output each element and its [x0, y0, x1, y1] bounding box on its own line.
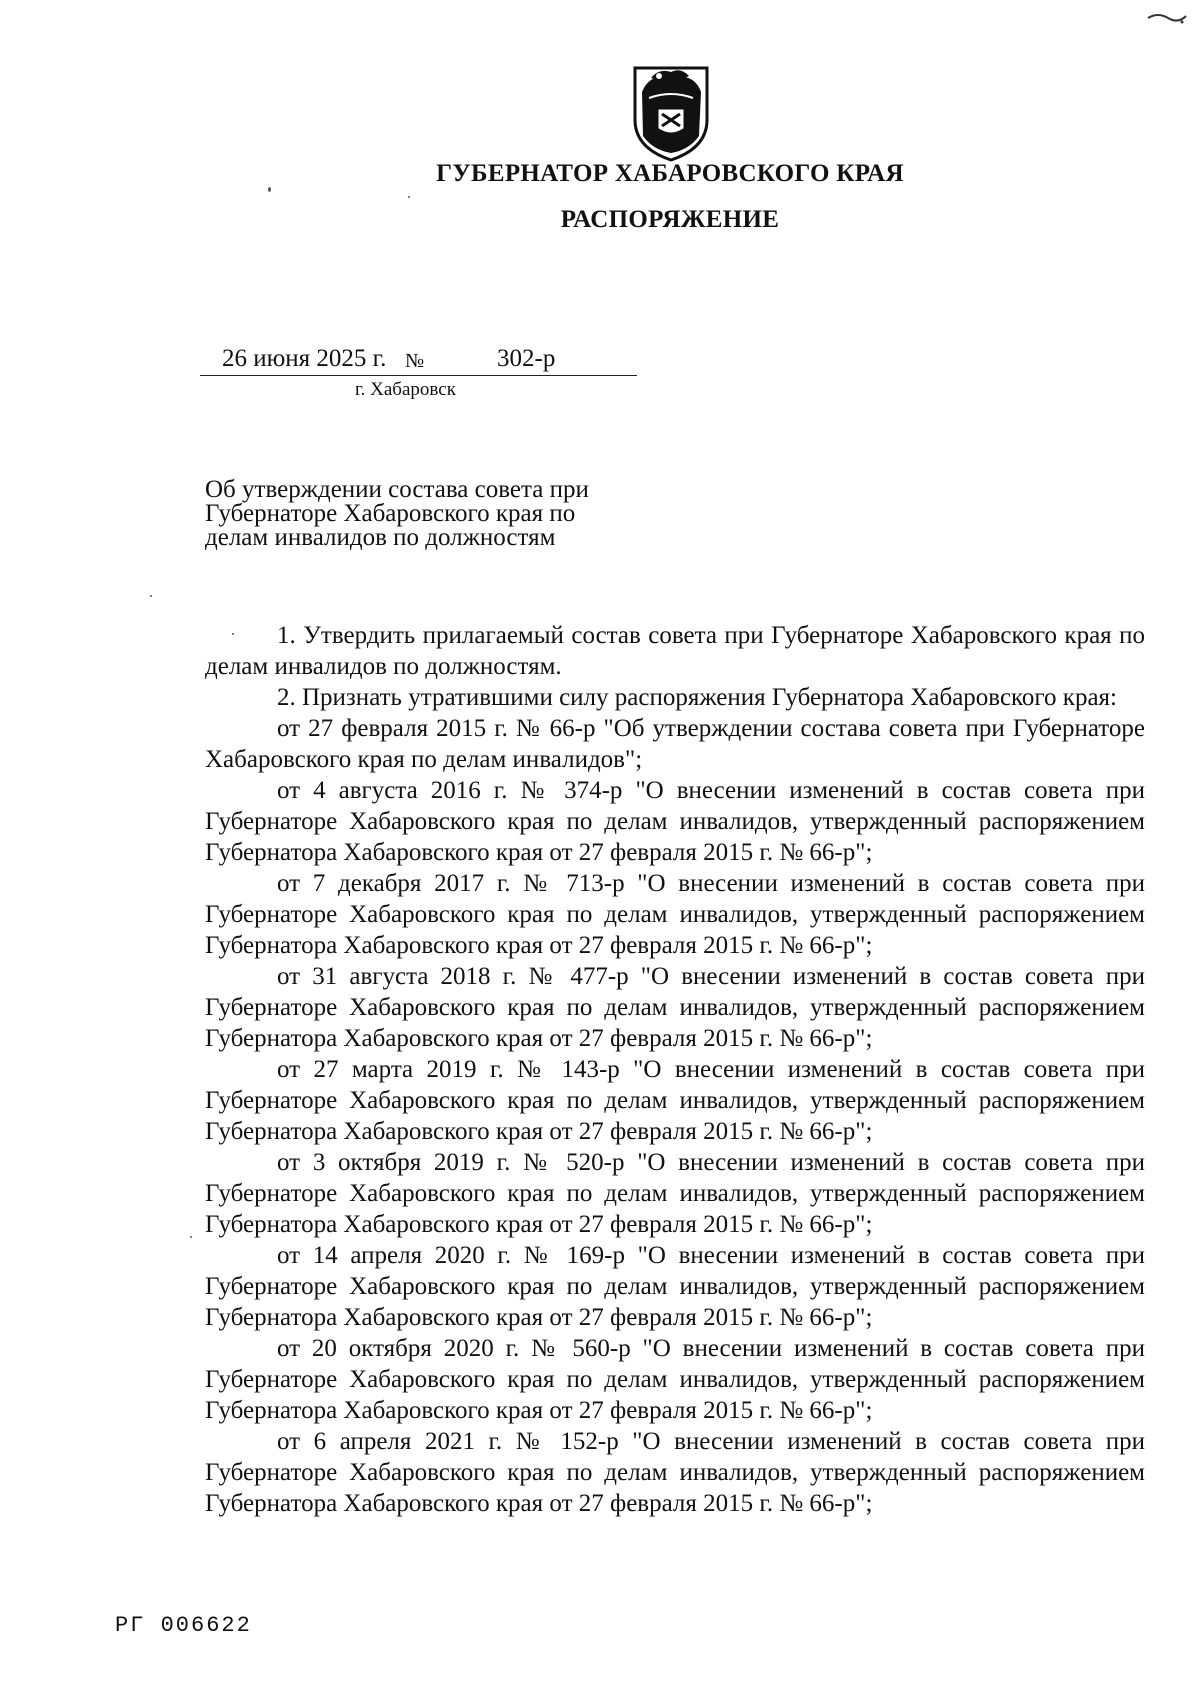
number-sign: №	[405, 350, 425, 372]
body-paragraph: от 7 декабря 2017 г. № 713-р "О внесении изменений в состав совета при Губернаторе Хабаровского края по делам инвалидов, утвержденный распоряжением Губернатора Хабаровского края от 27 февраля 2015 г. № 66-р";	[205, 870, 1145, 959]
document-number: 302-р	[497, 345, 556, 372]
document-body	[205, 620, 1145, 1519]
date-number-line	[200, 345, 637, 376]
scan-speck	[150, 595, 152, 597]
scan-corner-mark-icon	[1146, 8, 1190, 24]
document-type: РАСПОРЯЖЕНИЕ	[560, 206, 780, 233]
scan-speck	[268, 187, 271, 192]
scan-speck	[408, 196, 410, 198]
subject-line: Об утверждении состава совета при	[205, 476, 589, 503]
body-paragraph: 2. Признать утратившими силу распоряжения Губернатора Хабаровского края:	[277, 684, 1117, 711]
body-paragraph: от 27 февраля 2015 г. № 66-р "Об утверждении состава совета при Губернаторе Хабаровского края по делам инвалидов";	[205, 715, 1145, 773]
subject-line: Губернаторе Хабаровского края по	[205, 500, 576, 527]
subject-line: делам инвалидов по должностям	[205, 524, 556, 551]
document-city: г. Хабаровск	[355, 379, 456, 400]
body-paragraph: от 4 августа 2016 г. № 374-р "О внесении изменений в состав совета при Губернаторе Хабаровского края по делам инвалидов, утвержденный распоряжением Губернатора Хабаровского края от 27 февраля 2015 г. № 66-р";	[205, 777, 1145, 866]
body-paragraph: от 6 апреля 2021 г. № 152-р "О внесении изменений в состав совета при Губернаторе Хабаровского края по делам инвалидов, утвержденный распоряжением Губернатора Хабаровского края от 27 февраля 2015 г. № 66-р";	[205, 1428, 1145, 1517]
document-date: 26 июня 2025 г.	[222, 345, 387, 372]
khabarovsk-coat-of-arms-icon	[629, 62, 713, 162]
body-paragraph: 1. Утвердить прилагаемый состав совета при Губернаторе Хабаровского края по делам инвалидов по должностям.	[205, 622, 1145, 680]
body-paragraph: от 14 апреля 2020 г. № 169-р "О внесении изменений в состав совета при Губернаторе Хабаровского края по делам инвалидов, утвержденный распоряжением Губернатора Хабаровского края от 27 февраля 2015 г. № 66-р";	[205, 1242, 1145, 1331]
body-paragraph: от 31 августа 2018 г. № 477-р "О внесении изменений в состав совета при Губернаторе Хабаровского края по делам инвалидов, утвержденный распоряжением Губернатора Хабаровского края от 27 февраля 2015 г. № 66-р";	[205, 963, 1145, 1052]
body-paragraph: от 27 марта 2019 г. № 143-р "О внесении изменений в состав совета при Губернаторе Хабаровского края по делам инвалидов, утвержденный распоряжением Губернатора Хабаровского края от 27 февраля 2015 г. № 66-р";	[205, 1056, 1145, 1145]
document-subject	[205, 478, 665, 550]
scan-speck	[190, 1236, 192, 1238]
body-paragraph: от 3 октября 2019 г. № 520-р "О внесении изменений в состав совета при Губернаторе Хабаровского края по делам инвалидов, утвержденный распоряжением Губернатора Хабаровского края от 27 февраля 2015 г. № 66-р";	[205, 1149, 1145, 1238]
form-serial-code: РГ 006622	[115, 1613, 252, 1638]
body-paragraph: от 20 октября 2020 г. № 560-р "О внесении изменений в состав совета при Губернаторе Хабаровского края по делам инвалидов, утвержденный распоряжением Губернатора Хабаровского края от 27 февраля 2015 г. № 66-р";	[205, 1335, 1145, 1424]
issuer-title: ГУБЕРНАТОР ХАБАРОВСКОГО КРАЯ	[436, 160, 904, 187]
